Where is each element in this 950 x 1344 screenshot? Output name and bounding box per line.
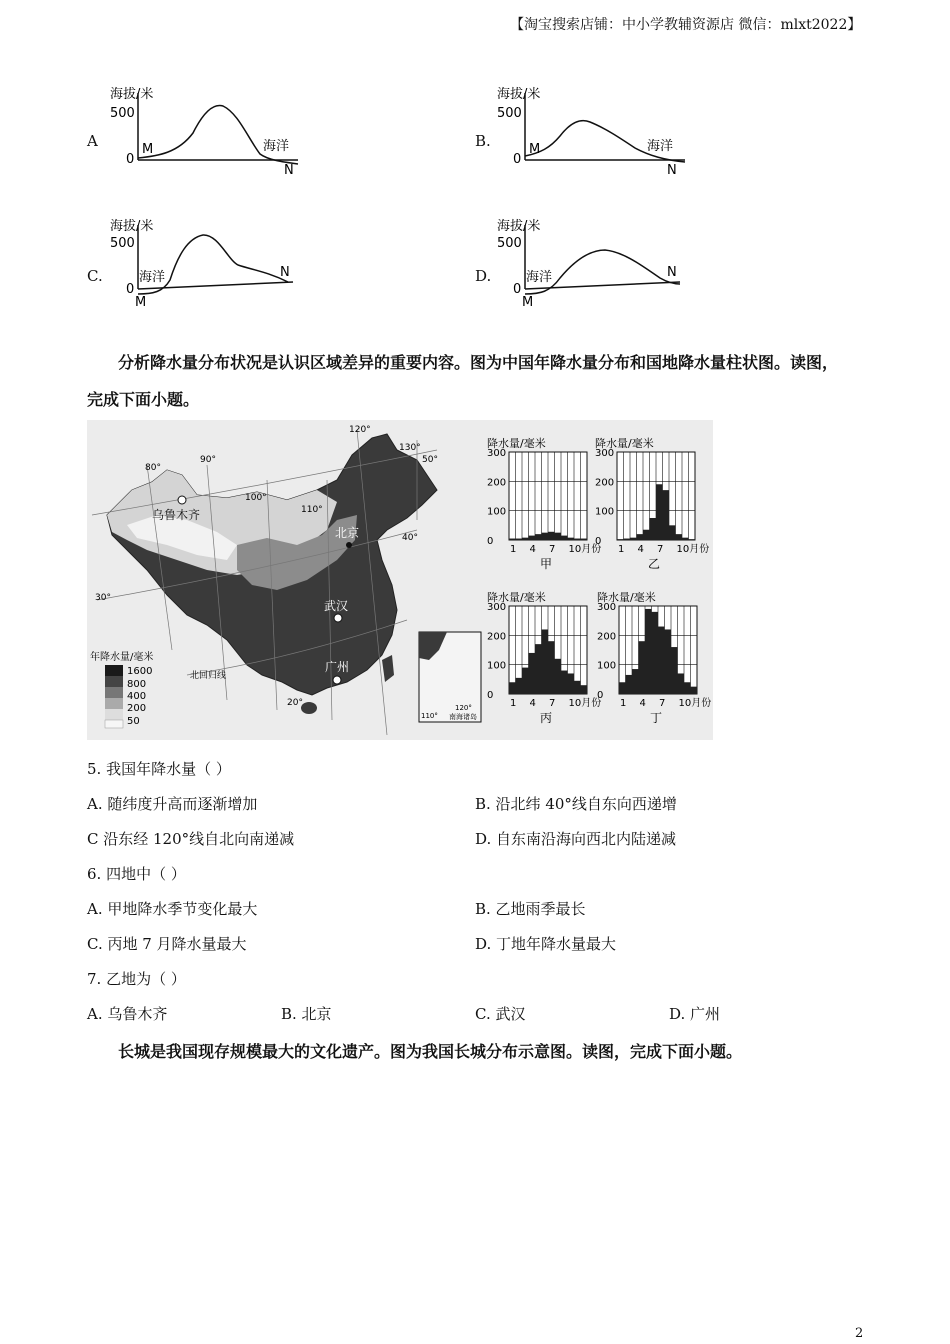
q7-option-c: C. 武汉 bbox=[475, 1005, 526, 1023]
ytick: 100 bbox=[487, 506, 507, 518]
q7-option-d: D. 广州 bbox=[669, 1005, 721, 1023]
bar-6 bbox=[542, 629, 549, 694]
q6-option-b: B. 乙地雨季最长 bbox=[475, 900, 586, 918]
profile-b-ocean: 海洋 bbox=[647, 139, 674, 154]
ytick: 200 bbox=[597, 631, 617, 643]
profile-c bbox=[108, 210, 308, 312]
xtick: 1 bbox=[620, 698, 627, 709]
profile-d-ylabel: 海拔/米 bbox=[497, 219, 541, 234]
xtick: 7 bbox=[659, 698, 666, 709]
ytick: 0 bbox=[597, 690, 604, 701]
xtick: 1 bbox=[510, 544, 517, 555]
chart-ylabel: 降水量/毫米 bbox=[597, 591, 656, 604]
profile-d-n: N bbox=[667, 265, 677, 280]
bar-3 bbox=[630, 538, 637, 540]
bar-9 bbox=[561, 671, 568, 694]
lon-120: 120° bbox=[349, 425, 371, 435]
bar-4 bbox=[639, 641, 646, 694]
bar-2 bbox=[516, 539, 523, 540]
ytick: 200 bbox=[595, 477, 615, 489]
q7-option-a: A. 乌鲁木齐 bbox=[87, 1005, 168, 1023]
xtick: 4 bbox=[529, 544, 536, 555]
legend-50: 50 bbox=[127, 716, 140, 727]
xtick: 10月份 bbox=[676, 544, 710, 555]
bar-3 bbox=[522, 668, 529, 694]
chart-name: 乙 bbox=[648, 557, 661, 571]
bar-12 bbox=[691, 687, 698, 694]
xtick: 7 bbox=[549, 544, 556, 555]
xtick: 10月份 bbox=[568, 544, 602, 555]
bar-2 bbox=[626, 675, 633, 694]
q5-option-a: A. 随纬度升高而逐渐增加 bbox=[87, 795, 258, 813]
ytick: 300 bbox=[597, 602, 617, 613]
hainan-island bbox=[301, 702, 317, 714]
q7-stem: 7. 乙地为（ ） bbox=[87, 970, 186, 988]
lon-100: 100° bbox=[245, 493, 267, 503]
lon-110: 110° bbox=[301, 505, 323, 515]
bar-8 bbox=[555, 533, 562, 540]
bar-11 bbox=[574, 681, 581, 694]
bar-10 bbox=[568, 673, 575, 694]
q6-option-a: A. 甲地降水季节变化最大 bbox=[87, 900, 258, 918]
bar-9 bbox=[671, 647, 678, 694]
option-d-label: D. bbox=[475, 267, 492, 285]
chart-name: 丙 bbox=[540, 711, 553, 725]
profile-c-m: M bbox=[135, 295, 147, 310]
chart-name: 丁 bbox=[650, 711, 663, 725]
lon-130: 130° bbox=[399, 443, 421, 453]
city-urumqi: 乌鲁木齐 bbox=[152, 508, 201, 522]
bar-4 bbox=[529, 653, 536, 694]
option-b-label: B. bbox=[475, 132, 491, 150]
intro-paragraph-2: 长城是我国现存规模最大的文化遗产。图为我国长城分布示意图。读图，完成下面小题。 bbox=[118, 1042, 743, 1061]
bar-5 bbox=[643, 530, 650, 540]
city-wuhan: 武汉 bbox=[324, 599, 349, 613]
ytick: 0 bbox=[595, 536, 602, 547]
profile-a-500: 500 bbox=[110, 106, 135, 121]
lat-20: 20° bbox=[287, 698, 303, 708]
profile-b-500: 500 bbox=[497, 106, 522, 121]
xtick: 1 bbox=[618, 544, 625, 555]
tropic-label: 北回归线 bbox=[190, 671, 227, 681]
ytick: 300 bbox=[487, 602, 507, 613]
profile-a-m: M bbox=[142, 142, 154, 157]
page-number: 2 bbox=[855, 1326, 864, 1341]
bar-1 bbox=[509, 539, 516, 540]
q5-stem: 5. 我国年降水量（ ） bbox=[87, 760, 231, 778]
q6-stem: 6. 四地中（ ） bbox=[87, 865, 186, 883]
bar-7 bbox=[658, 627, 665, 694]
profile-d-0: 0 bbox=[513, 282, 522, 297]
bar-11 bbox=[574, 539, 581, 540]
profile-b-n: N bbox=[667, 163, 677, 178]
bar-4 bbox=[637, 534, 644, 540]
bar-2 bbox=[624, 539, 631, 540]
intro-paragraph-line1: 分析降水量分布状况是认识区域差异的重要内容。图为中国年降水量分布和国地降水量柱状图。读图， bbox=[118, 353, 839, 372]
ytick: 200 bbox=[487, 477, 507, 489]
ytick: 0 bbox=[487, 536, 494, 547]
profile-b-ylabel: 海拔/米 bbox=[497, 87, 541, 102]
bar-2 bbox=[516, 678, 523, 694]
page-header: 【淘宝搜索店铺：中小学教辅资源店 微信：mlxt2022】 bbox=[510, 17, 862, 33]
bar-9 bbox=[561, 536, 568, 540]
profile-a-0: 0 bbox=[126, 152, 135, 167]
profile-a bbox=[108, 78, 308, 180]
lon-80: 80° bbox=[145, 463, 161, 473]
lat-30: 30° bbox=[95, 593, 111, 603]
option-a-label: A bbox=[87, 132, 98, 150]
lon-90: 90° bbox=[200, 455, 216, 465]
profile-d bbox=[495, 210, 695, 312]
profile-d-m: M bbox=[522, 295, 534, 310]
bar-5 bbox=[535, 534, 542, 540]
bar-11 bbox=[684, 682, 691, 694]
xtick: 7 bbox=[549, 698, 556, 709]
profile-b-m: M bbox=[529, 142, 541, 157]
bar-8 bbox=[555, 659, 562, 694]
legend-400: 400 bbox=[127, 691, 147, 702]
bar-1 bbox=[619, 682, 626, 694]
bar-8 bbox=[665, 629, 672, 694]
q6-option-d: D. 丁地年降水量最大 bbox=[475, 935, 617, 953]
profile-c-0: 0 bbox=[126, 282, 135, 297]
lat-40: 40° bbox=[402, 533, 418, 543]
legend-200: 200 bbox=[127, 703, 147, 714]
profile-a-ocean: 海洋 bbox=[263, 139, 290, 154]
precipitation-figure bbox=[87, 420, 713, 740]
ytick: 100 bbox=[597, 660, 617, 672]
legend-800: 800 bbox=[127, 679, 147, 690]
bar-11 bbox=[682, 538, 689, 540]
q5-option-d: D. 自东南沿海向西北内陆递减 bbox=[475, 830, 677, 848]
legend-1600: 1600 bbox=[127, 666, 153, 677]
city-beijing: 北京 bbox=[335, 526, 360, 540]
bar-5 bbox=[645, 609, 652, 694]
q7-option-b: B. 北京 bbox=[281, 1005, 332, 1023]
chart-ylabel: 降水量/毫米 bbox=[487, 437, 546, 450]
option-c-label: C. bbox=[87, 267, 103, 285]
profile-d-ocean: 海洋 bbox=[526, 270, 553, 285]
ytick: 300 bbox=[595, 448, 615, 459]
bar-6 bbox=[542, 533, 549, 540]
bar-10 bbox=[568, 538, 575, 540]
xtick: 10月份 bbox=[678, 698, 712, 709]
legend-title: 年降水量/毫米 bbox=[90, 652, 154, 663]
bar-1 bbox=[617, 539, 624, 540]
bar-10 bbox=[676, 534, 683, 540]
bar-12 bbox=[689, 539, 696, 540]
bar-6 bbox=[652, 612, 659, 694]
profile-d-500: 500 bbox=[497, 236, 522, 251]
xtick: 4 bbox=[639, 698, 646, 709]
lat-50: 50° bbox=[422, 455, 438, 465]
ytick: 100 bbox=[487, 660, 507, 672]
profile-a-ylabel: 海拔/米 bbox=[110, 87, 154, 102]
profile-b-0: 0 bbox=[513, 152, 522, 167]
xtick: 4 bbox=[637, 544, 644, 555]
ytick: 0 bbox=[487, 690, 494, 701]
profile-c-n: N bbox=[280, 265, 290, 280]
inset-lon-120: 120° bbox=[455, 704, 472, 712]
bar-3 bbox=[522, 538, 529, 540]
xtick: 7 bbox=[657, 544, 664, 555]
bar-10 bbox=[678, 673, 685, 694]
profile-c-500: 500 bbox=[110, 236, 135, 251]
ytick: 300 bbox=[487, 448, 507, 459]
bar-5 bbox=[535, 644, 542, 694]
bar-8 bbox=[663, 490, 670, 540]
q5-option-b: B. 沿北纬 40°线自东向西递增 bbox=[475, 795, 677, 813]
bar-7 bbox=[548, 532, 555, 540]
bar-4 bbox=[529, 536, 536, 540]
bar-1 bbox=[509, 682, 516, 694]
bar-7 bbox=[656, 484, 663, 540]
chart-name: 甲 bbox=[540, 557, 553, 571]
bar-6 bbox=[650, 518, 657, 540]
xtick: 4 bbox=[529, 698, 536, 709]
xtick: 1 bbox=[510, 698, 517, 709]
chart-ylabel: 降水量/毫米 bbox=[595, 437, 654, 450]
profile-b bbox=[495, 78, 695, 180]
bar-12 bbox=[581, 685, 588, 694]
ytick: 100 bbox=[595, 506, 615, 518]
bar-3 bbox=[632, 669, 639, 694]
q5-option-c: C 沿东经 120°线自北向南递减 bbox=[87, 830, 295, 848]
q6-option-c: C. 丙地 7 月降水量最大 bbox=[87, 935, 247, 953]
xtick: 10月份 bbox=[568, 698, 602, 709]
profile-c-ocean: 海洋 bbox=[139, 270, 166, 285]
city-guangzhou: 广州 bbox=[325, 660, 350, 674]
inset-label: 南海诸岛 bbox=[449, 713, 477, 721]
bar-7 bbox=[548, 641, 555, 694]
bar-9 bbox=[669, 525, 676, 540]
ytick: 200 bbox=[487, 631, 507, 643]
intro-paragraph-line2: 完成下面小题。 bbox=[87, 390, 200, 409]
inset-lon-110: 110° bbox=[421, 712, 438, 720]
profile-a-n: N bbox=[284, 163, 294, 178]
profile-c-ylabel: 海拔/米 bbox=[110, 219, 154, 234]
bar-12 bbox=[581, 539, 588, 540]
chart-ylabel: 降水量/毫米 bbox=[487, 591, 546, 604]
